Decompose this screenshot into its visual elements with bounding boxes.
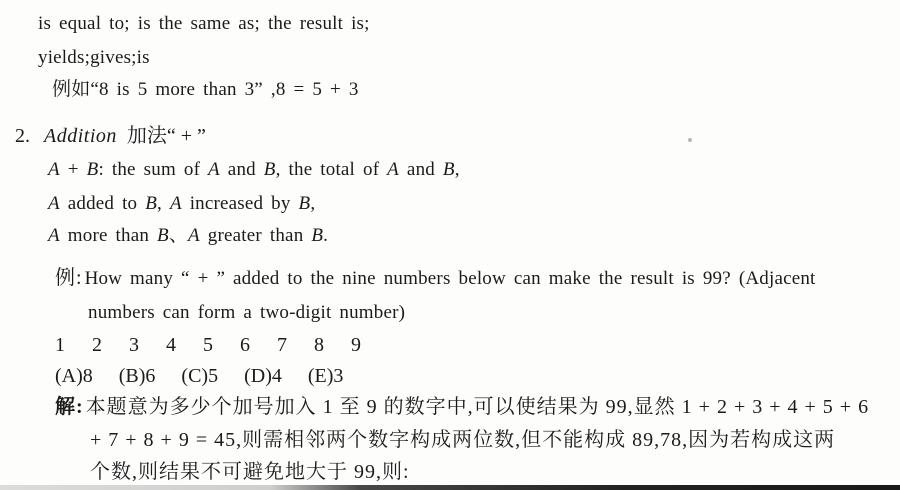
solution-line-1 (55, 397, 869, 417)
definition-line-1: A + B: the sum of A and B, the total of A and B, (48, 159, 460, 180)
equals-phrases-line-2: yields;gives;is (38, 47, 150, 68)
definition-line-2: A added to B, A increased by B, (48, 193, 316, 214)
solution-label: 解: (55, 396, 84, 418)
section-title-zh: 加法“ + ” (126, 125, 206, 147)
solution-line-3: 个数,则结果不可避免地大于 99,则: (90, 461, 410, 483)
numbers-row: 1 2 3 4 5 6 7 8 9 (55, 334, 361, 356)
definition-line-3: A more than B、A greater than B. (48, 225, 329, 246)
scan-speck (688, 138, 692, 142)
equals-example-line: 例如“8 is 5 more than 3” ,8 = 5 + 3 (52, 79, 359, 100)
solution-text-1: 本题意为多少个加号加入 1 至 9 的数字中,可以使结果为 99,显然 1 + 2 + 3 + 4 + 5 + 6 (85, 396, 870, 418)
solution-line-2: + 7 + 8 + 9 = 45,则需相邻两个数字构成两位数,但不能构成 89,78,因为若构成这两 (90, 429, 836, 451)
section-title-en: Addition (44, 125, 117, 147)
example-label: 例: (55, 267, 83, 289)
equals-phrases-line-1: is equal to; is the same as; the result is; (38, 13, 370, 34)
answer-choices-row: (A)8 (B)6 (C)5 (D)4 (E)3 (55, 365, 344, 387)
example-question-text: How many “ + ” added to the nine numbers below can make the result is 99? (Adjacent (84, 268, 816, 289)
page-edge-shadow (0, 485, 900, 490)
example-question-line-2: numbers can form a two-digit number) (88, 302, 406, 323)
section-number: 2. (15, 125, 30, 147)
section-heading (15, 126, 206, 146)
example-question-line-1 (55, 268, 816, 288)
